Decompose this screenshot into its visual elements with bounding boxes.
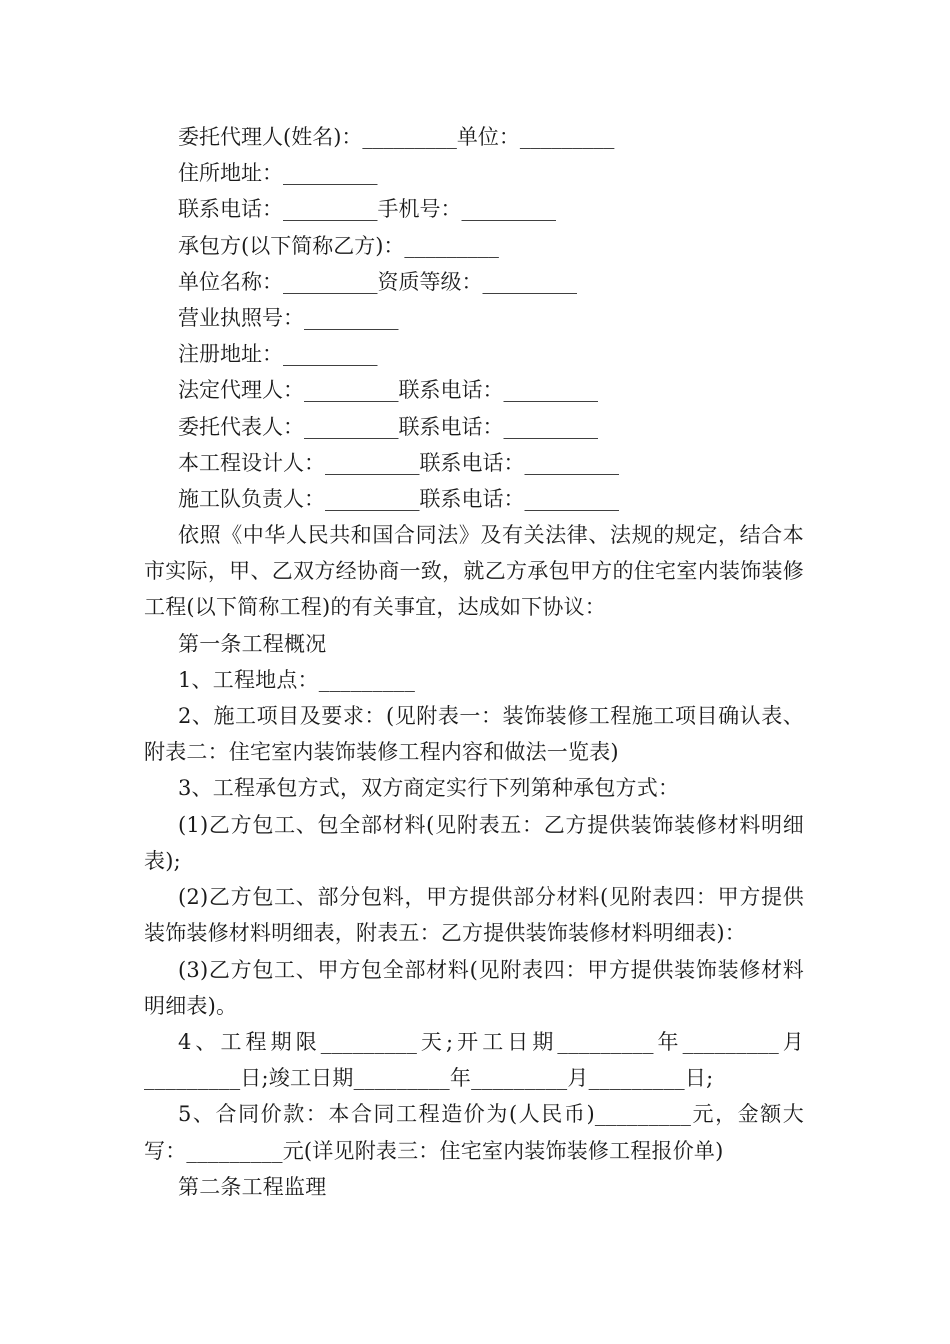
line-phone: 联系电话：_________手机号：_________ (178, 197, 556, 222)
clause-contract-method: 3、工程承包方式，双方商定实行下列第种承包方式： (178, 776, 680, 801)
line-authorized-representative: 委托代表人：_________联系电话：_________ (178, 414, 598, 439)
line-license-number: 营业执照号：_________ (178, 305, 399, 330)
clause-price: 5、合同价款：本合同工程造价为(人民币)_________元，金额大写：_________元(详见附表三：住宅室内装饰装修工程报价单) (144, 1102, 804, 1163)
paragraph-preamble: 依照《中华人民共和国合同法》及有关法律、法规的规定，结合本市实际，甲、乙双方经协商一致，就乙方承包甲方的住宅室内装饰装修工程(以下简称工程)的有关事宜，达成如下协议： (144, 523, 804, 620)
line-company-name: 单位名称：_________资质等级：_________ (178, 269, 577, 294)
clause-option-1: (1)乙方包工、包全部材料(见附表五：乙方提供装饰装修材料明细表); (144, 812, 804, 873)
line-agent: 委托代理人(姓名)：_________单位：_________ (178, 125, 615, 149)
line-address: 住所地址：_________ (178, 161, 378, 186)
clause-location: 1、工程地点：_________ (178, 667, 416, 692)
clause-duration: 4、工程期限_________天;开工日期_________年_________月_________日;竣工日期_________年_________月_________日; (144, 1029, 804, 1091)
line-registered-address: 注册地址：_________ (178, 342, 378, 367)
line-legal-representative: 法定代理人：_________联系电话：_________ (178, 378, 598, 403)
line-crew-leader: 施工队负责人：_________联系电话：_________ (178, 486, 619, 511)
section-heading-1: 第一条工程概况 (178, 631, 327, 656)
section-heading-2: 第二条工程监理 (178, 1174, 327, 1199)
clause-option-3: (3)乙方包工、甲方包全部材料(见附表四：甲方提供装饰装修材料明细表)。 (144, 957, 804, 1018)
line-designer: 本工程设计人：_________联系电话：_________ (178, 450, 619, 475)
clause-option-2: (2)乙方包工、部分包料，甲方提供部分材料(见附表四：甲方提供装饰装修材料明细表，附表五：乙方提供装饰装修材料明细表)： (144, 885, 804, 946)
line-contractor: 承包方(以下简称乙方)：_________ (178, 233, 499, 258)
clause-items: 2、施工项目及要求：(见附表一：装饰装修工程施工项目确认表、附表二：住宅室内装饰装修工程内容和做法一览表) (144, 704, 804, 765)
contract-page (144, 119, 804, 1205)
